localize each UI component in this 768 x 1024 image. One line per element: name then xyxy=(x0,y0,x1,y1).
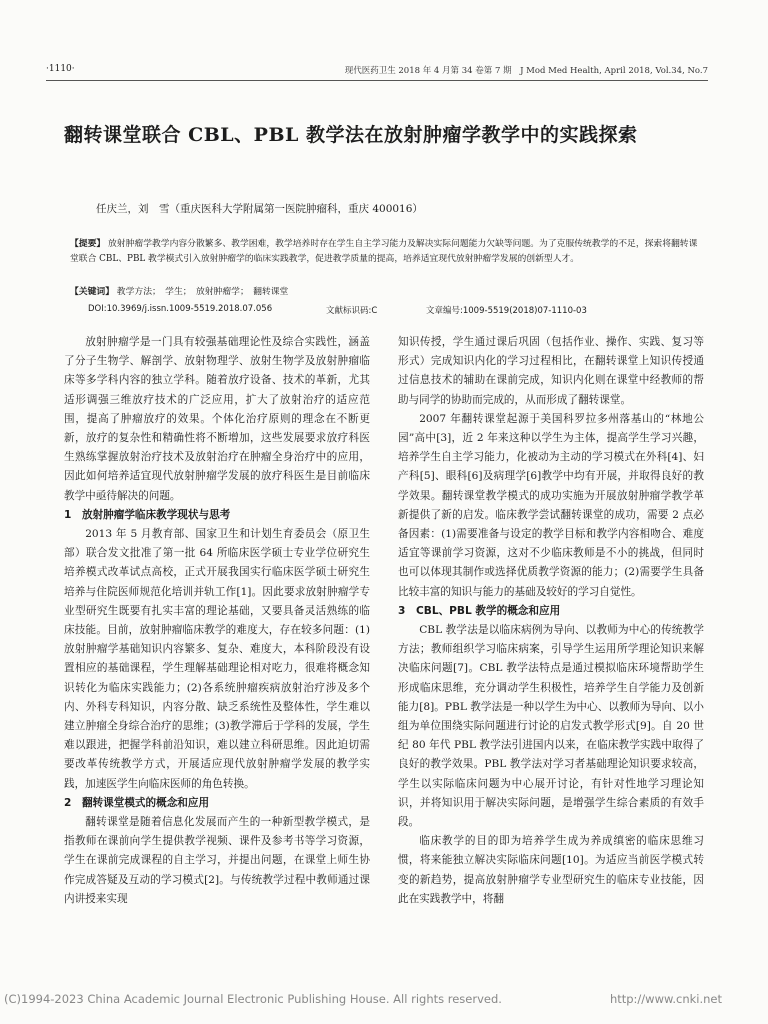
section-heading: 2 翻转课堂模式的概念和应用 xyxy=(64,796,210,809)
cnki-link[interactable]: http://www.cnki.net xyxy=(609,992,722,1006)
article-title: 翻转课堂联合 CBL、PBL 教学法在放射肿瘤学教学中的实践探索 xyxy=(64,124,638,146)
section-heading: 3 CBL、PBL 教学的概念和应用 xyxy=(398,604,561,617)
body-paragraph: 临床教学的目的即为培养学生成为养成缜密的临床思维习惯，将来能独立解决实际临床问题[10]。为适应当前医学模式转变的新趋势，提高放射肿瘤学专业型研究生的临床专业技能，因此在实践教学中，将翻 xyxy=(398,835,704,905)
body-paragraph: 2007 年翻转课堂起源于美国科罗拉多州落基山的“林地公园”高中[3]，近 2 年来这种以学生为主体，提高学生学习兴趣，培养学生自主学习能力，化被动为主动的学习模式在外科[4]、妇产科[5]、眼科[6]及病理学[6]教学中均有开展，并取得良好的教学效果。翻转课堂教学模式的成功实施为开展放射肿瘤学教学革新提供了新的启发。临床教学尝试翻转课堂的成功，需要 2 点必备因素：(1)需要准备与设定的教学目标和教学内容相吻合、难度适宜等课前学习资源，这对不少临床教师是不小的挑战，但同时也可以体现其制作或选择优质教学资源的能力；(2)需要学生具备比较丰富的知识与能力的基础及较好的学习自觉性。 xyxy=(398,412,704,598)
body-paragraph: 2013 年 5 月教育部、国家卫生和计划生育委员会（原卫生部）联合发文批准了第一批 64 所临床医学硕士专业学位研究生培养模式改革试点高校，正式开展我国实行临床医学硕士研究生培养与住院医师规范化培训并轨工作[1]。因此要求放射肿瘤学专业型研究生既要有扎实丰富的理论基础，又要具备灵活熟练的临床技能。目前，放射肿瘤临床教学的难度大，存在较多问题：(1)放射肿瘤学基础知识内容繁多、复杂、难度大，本科阶段没有设置相应的基础课程，学生理解基础理论相对吃力，很难将概念知识转化为临床实践能力；(2)各系统肿瘤疾病放射治疗涉及多个内、外科专科知识，内容分散、缺乏系统性及整体性，学生难以建立肿瘤全身综合治疗的思维；(3)教学滞后于学科的发展，学生难以跟进，把握学科前沿知识，难以建立科研思维。因此迫切需要改革传统教学方式，开展适应现代放射肿瘤学发展的教学实践，加速医学生向临床医师的角色转换。 xyxy=(64,528,370,790)
body-paragraph: 放射肿瘤学是一门具有较强基础理论性及综合实践性，涵盖了分子生物学、解剖学、放射物理学、放射生物学及放射肿瘤临床等多学科内容的独立学科。随着放疗设备、技术的革新，尤其适形调强三维放疗技术的广泛应用，扩大了放射治疗的适应范围，提高了肿瘤放疗的效果。个体化治疗原则的理念在不断更新，放疗的复杂性和精确性将不断增加，这些发展要求放疗科医生熟练掌握放射治疗技术及放射治疗在肿瘤全身治疗中的应用，因此如何培养适宜现代放射肿瘤学发展的放疗科医生是目前临床教学中亟待解决的问题。 xyxy=(64,336,370,502)
keywords xyxy=(70,284,288,297)
body-column-left xyxy=(64,333,370,909)
abstract-text: 放射肿瘤学教学内容分散繁多、教学困难，教学培养时存在学生自主学习能力及解决实际问题能力欠缺等问题。为了克服传统教学的不足，探索将翻转课堂联合 CBL、PBL 教学模式引入放射肿瘤学的临床实践教学，促进教学质量的提高，培养适宜现代放射肿瘤学发展的创新型人才。 xyxy=(70,239,698,264)
journal-header: 现代医药卫生 2018 年 4 月第 34 卷第 7 期 J Mod Med Health, April 2018, Vol.34, No.7 xyxy=(344,66,708,76)
copyright-text: (C)1994-2023 China Academic Journal Electronic Publishing House. All rights reserved. xyxy=(4,992,502,1006)
article-authors: 任庆兰，刘 雪（重庆医科大学附属第一医院肿瘤科，重庆 400016） xyxy=(96,203,423,215)
document-code: 文献标识码:C xyxy=(326,306,378,316)
doi[interactable]: DOI:10.3969/j.issn.1009-5519.2018.07.056 xyxy=(88,304,273,314)
section-heading: 1 放射肿瘤学临床教学现状与思考 xyxy=(64,508,231,521)
keywords-label: 【关键词】 xyxy=(70,287,114,297)
article-number: 文章编号:1009-5519(2018)07-1110-03 xyxy=(426,306,587,316)
abstract-label: 【提要】 xyxy=(70,239,106,249)
keywords-text: 教学方法； 学生； 放射肿瘤学； 翻转课堂 xyxy=(116,287,289,297)
body-column-right xyxy=(398,333,704,909)
body-paragraph: 知识传授，学生通过课后巩固（包括作业、操作、实践、复习等形式）完成知识内化的学习过程相比，在翻转课堂上知识传授通过信息技术的辅助在课前完成，知识内化则在课堂中经教师的帮助与同学的协助而完成的，从而形成了翻转课堂。 xyxy=(398,336,704,406)
body-paragraph: CBL 教学法是以临床病例为导向、以教师为中心的传统教学方法；教师组织学习临床病案，引导学生运用所学理论知识来解决临床问题[7]。CBL 教学法特点是通过模拟临床环境帮助学生形成临床思维，充分调动学生积极性，培养学生自学能力及创新能力[8]。PBL 教学法是一种以学生为中心、以教师为导向、以小组为单位围绕实际问题进行讨论的启发式教学形式[9]。自 20 世纪 80 年代 PBL 教学法引进国内以来，在临床教学实践中取得了良好的教学效果。PBL 教学法对学习者基础理论知识要求较高，学生以实际临床问题为中心展开讨论，有针对性地学习理论知识，并将知识用于解决实际问题，是增强学生综合素质的有效手段。 xyxy=(398,624,704,829)
page-number: ·1110· xyxy=(46,64,75,74)
body-paragraph: 翻转课堂是随着信息化发展而产生的一种新型教学模式，是指教师在课前向学生提供教学视频、课件及参考书等学习资源，学生在课前完成课程的自主学习，并提出问题，在课堂上师生协作完成答疑及互动的学习模式[2]。与传统教学过程中教师通过课内讲授来实现 xyxy=(64,816,370,905)
abstract xyxy=(70,237,702,267)
header-divider xyxy=(46,80,708,81)
